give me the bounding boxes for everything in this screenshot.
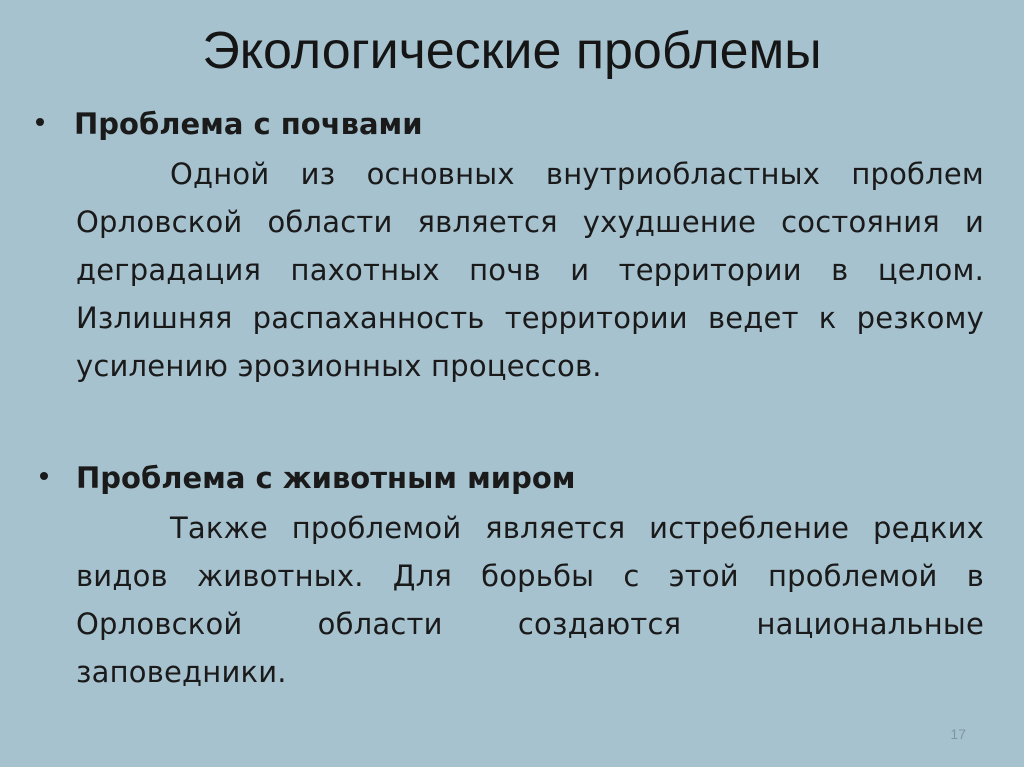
bullet-heading: Проблема с почвами: [74, 107, 423, 141]
bullet-heading-row: [36, 104, 984, 144]
bullet-heading: Проблема с животным миром: [76, 461, 576, 495]
bullet-heading-row: [36, 458, 984, 498]
bullet-paragraph: Одной из основных внутриобластных проблем Орловской области является ухудшение состояния и деградация пахотных почв и территории в целом. Излишняя распаханность территории ведет к резкому усилению эрозионных процессов.: [76, 157, 984, 383]
bullet-section-fauna: [36, 458, 984, 696]
slide-number: 17: [950, 726, 966, 742]
bullet-dot-icon: [36, 118, 44, 126]
bullet-paragraph: Также проблемой является истребление редких видов животных. Для борьбы с этой проблемой в Орловской области создаются национальные заповедники.: [76, 511, 984, 689]
bullet-section-soil: [36, 104, 984, 390]
slide-title: Экологические проблемы: [202, 22, 822, 80]
bullet-dot-icon: [40, 472, 48, 480]
